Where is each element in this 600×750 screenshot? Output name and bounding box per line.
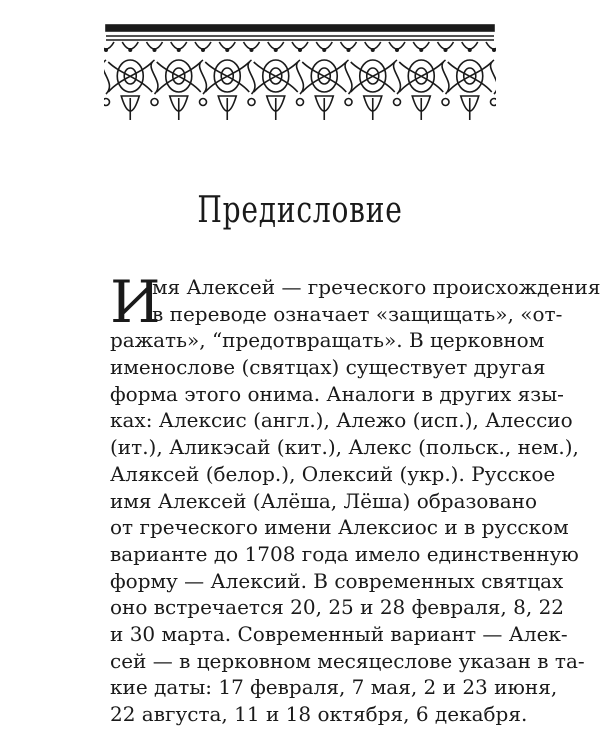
text-line: (ит.), Аликэсай (кит.), Алекс (польск., нем.),	[110, 435, 579, 460]
ornament-swirl	[200, 60, 207, 94]
ornament-dot	[225, 48, 229, 52]
ornament-dot	[322, 48, 326, 52]
text-line: имя Алексей (Алёша, Лёша) образовано	[110, 488, 538, 513]
ornament-arch	[122, 42, 138, 49]
ornament-arch	[389, 42, 405, 49]
ornament-swirl	[297, 60, 304, 94]
ornament-bead	[151, 99, 158, 106]
ornament-arch	[195, 42, 211, 49]
text-line: ках: Алексис (англ.), Алежо (исп.), Алессио	[110, 408, 573, 433]
ornament-arch	[486, 42, 496, 49]
text-line: 22 августа, 11 и 18 октября, 6 декабря.	[110, 702, 528, 726]
ornament-arch	[147, 42, 163, 49]
ornament-dot	[201, 48, 205, 52]
ornament-swirl	[104, 60, 109, 94]
text-line: форму — Алексий. В современных святцах	[110, 568, 564, 593]
ornament-arch	[316, 42, 332, 49]
ornament-dot	[274, 48, 278, 52]
ornament-dot	[444, 48, 448, 52]
text-line: варианте до 1708 года имело единственную	[110, 541, 579, 566]
ornament-bead	[345, 99, 352, 106]
ornament-dot	[419, 48, 423, 52]
text-line: Аляксей (белор.), Олексий (укр.). Русское	[110, 461, 556, 486]
text-line: и 30 марта. Современный вариант — Алек-	[110, 621, 568, 646]
ornament-bead	[248, 99, 255, 106]
text-line: от греческого имени Алексиос и в русском	[110, 515, 569, 540]
ornament-swirl	[491, 60, 496, 94]
ornament-dot	[395, 48, 399, 52]
ornament-dot	[177, 48, 181, 52]
ornament-swirl	[394, 60, 401, 94]
text-line: в переводе означает «защищать», «от-	[152, 301, 563, 326]
ornament-arch	[104, 42, 114, 49]
ornament-dot	[468, 48, 472, 52]
ornament-bead	[297, 99, 304, 106]
text-line: ражать», “предотвращать». В церковном	[110, 328, 545, 353]
ornament-arch	[413, 42, 429, 49]
ornament-swirl	[151, 60, 158, 94]
ornament-arch	[462, 42, 478, 49]
ornament-arch	[244, 42, 260, 49]
ornament-swirl	[442, 60, 449, 94]
ornament-arch	[365, 42, 381, 49]
ornament-dot	[104, 48, 108, 52]
ornament-bead	[491, 99, 497, 106]
ornament-bead	[442, 99, 449, 106]
text-line: именослове (святцах) существует другая	[110, 355, 546, 380]
drop-cap: И	[110, 268, 161, 336]
ornament-dot	[347, 48, 351, 52]
text-line: сей — в церковном месяцеслове указан в та-	[110, 648, 585, 673]
text-line: форма этого онима. Аналоги в других язы-	[110, 381, 564, 406]
text-line: мя Алексей — греческого происхождения	[152, 275, 600, 299]
preface-paragraph	[110, 268, 600, 728]
ornament-dot	[250, 48, 254, 52]
ornament-bead	[200, 99, 207, 106]
ornament-arch	[219, 42, 235, 49]
page-title: Предисловие	[197, 190, 403, 231]
ornament-arch	[268, 42, 284, 49]
ornament-arch	[438, 42, 454, 49]
ornament-dot	[298, 48, 302, 52]
ornament-dot	[128, 48, 132, 52]
ornament-bead	[394, 99, 401, 106]
ornament-dot	[153, 48, 157, 52]
ornament-swirl	[345, 60, 352, 94]
ornament-arch	[341, 42, 357, 49]
ornament-swirl	[248, 60, 255, 94]
ornament-bead	[104, 99, 110, 106]
ornament-header	[104, 22, 496, 134]
ornament-dot	[492, 48, 496, 52]
text-line: оно встречается 20, 25 и 28 февраля, 8, 22	[110, 595, 565, 620]
ornament-arch	[171, 42, 187, 49]
ornament-arch	[292, 42, 308, 49]
text-line: кие даты: 17 февраля, 7 мая, 2 и 23 июня,	[110, 675, 558, 700]
ornament-dot	[371, 48, 375, 52]
